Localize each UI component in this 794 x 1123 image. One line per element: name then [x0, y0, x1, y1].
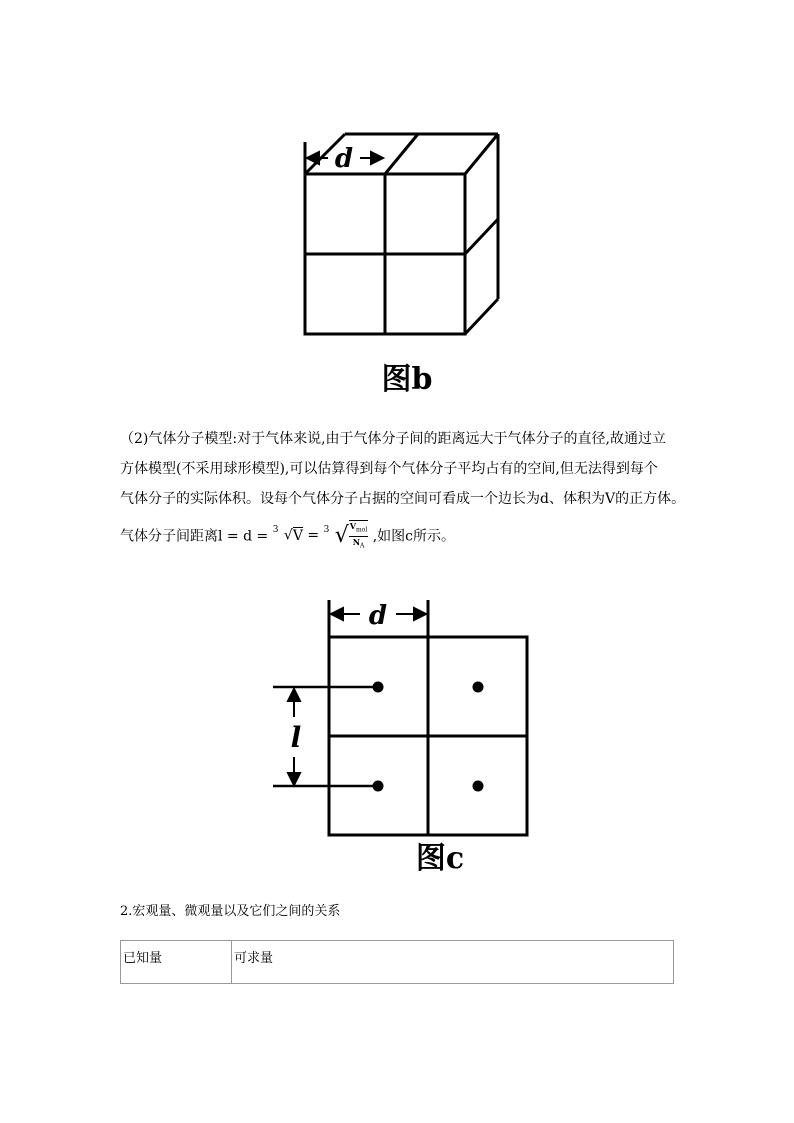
quantity-table — [120, 940, 674, 984]
figure-b-right-mid-edge — [465, 219, 498, 254]
section-heading: 2.宏观量、微观量以及它们之间的关系 — [120, 904, 341, 919]
formula-root-index-2: 3 — [323, 524, 330, 535]
paragraph-line-1: （2)气体分子模型:对于气体来说,由于气体分子间的距离远大于气体分子的直径,故通过立 — [120, 431, 666, 447]
figure-b-label-d: d — [334, 144, 354, 174]
figure-b — [290, 125, 520, 405]
formula-line — [120, 520, 455, 556]
figure-c-label-d: d — [368, 601, 388, 631]
formula-prefix: 气体分子间距离l = d = — [120, 528, 273, 545]
figure-b-arrow-right-head — [371, 152, 383, 164]
figure-b-right-bottom-edge — [465, 299, 498, 334]
figure-b-top-right-edge — [465, 134, 498, 174]
formula-sqrt-fraction: √ $\frac{V_{mol}}{N_A}$ — [334, 521, 368, 550]
figure-c-molecule-top-right — [473, 682, 484, 693]
formula-sqrt-glyph: √ — [283, 527, 293, 544]
paragraph-gas-model — [120, 424, 690, 514]
figure-c-molecule-bottom-right — [473, 781, 484, 792]
formula-frac-num-sub: mol — [356, 526, 368, 534]
formula-radicand: V — [292, 527, 303, 544]
table-header-known: 已知量 — [121, 941, 232, 984]
figure-c-l-arrow-bottom-head — [288, 773, 300, 785]
figure-b-arrow-left-head — [307, 152, 319, 164]
formula-equals: = — [307, 527, 324, 544]
figure-c-d-arrow-left-head — [331, 608, 343, 620]
table-header-row — [121, 941, 674, 984]
formula-frac-den: N — [352, 536, 360, 547]
formula-frac-den-sub: A — [360, 542, 365, 550]
figure-c-molecule-bottom-left — [373, 781, 384, 792]
paragraph-line-3: 气体分子的实际体积。设每个气体分子占据的空间可看成一个边长为d、体积为V的正方体。 — [120, 491, 686, 507]
figure-c-l-arrow-top-head — [288, 689, 300, 701]
figure-c-caption: 图c — [415, 841, 465, 876]
figure-c-molecule-top-left — [373, 682, 384, 693]
figure-c-d-arrow-right-head — [414, 608, 426, 620]
formula-suffix: ,如图c所示。 — [372, 528, 455, 545]
figure-c-label-l: l — [290, 721, 302, 754]
paragraph-line-2: 方体模型(不采用球形模型),可以估算得到每个气体分子平均占有的空间,但无法得到每个 — [120, 461, 658, 477]
table-header-derivable: 可求量 — [232, 941, 674, 984]
formula-frac-num: V — [349, 521, 357, 531]
figure-b-top-mid-edge — [385, 134, 418, 174]
figure-c — [268, 592, 538, 882]
figure-b-caption: 图b — [381, 362, 433, 397]
formula-root-index: 3 — [272, 524, 279, 535]
